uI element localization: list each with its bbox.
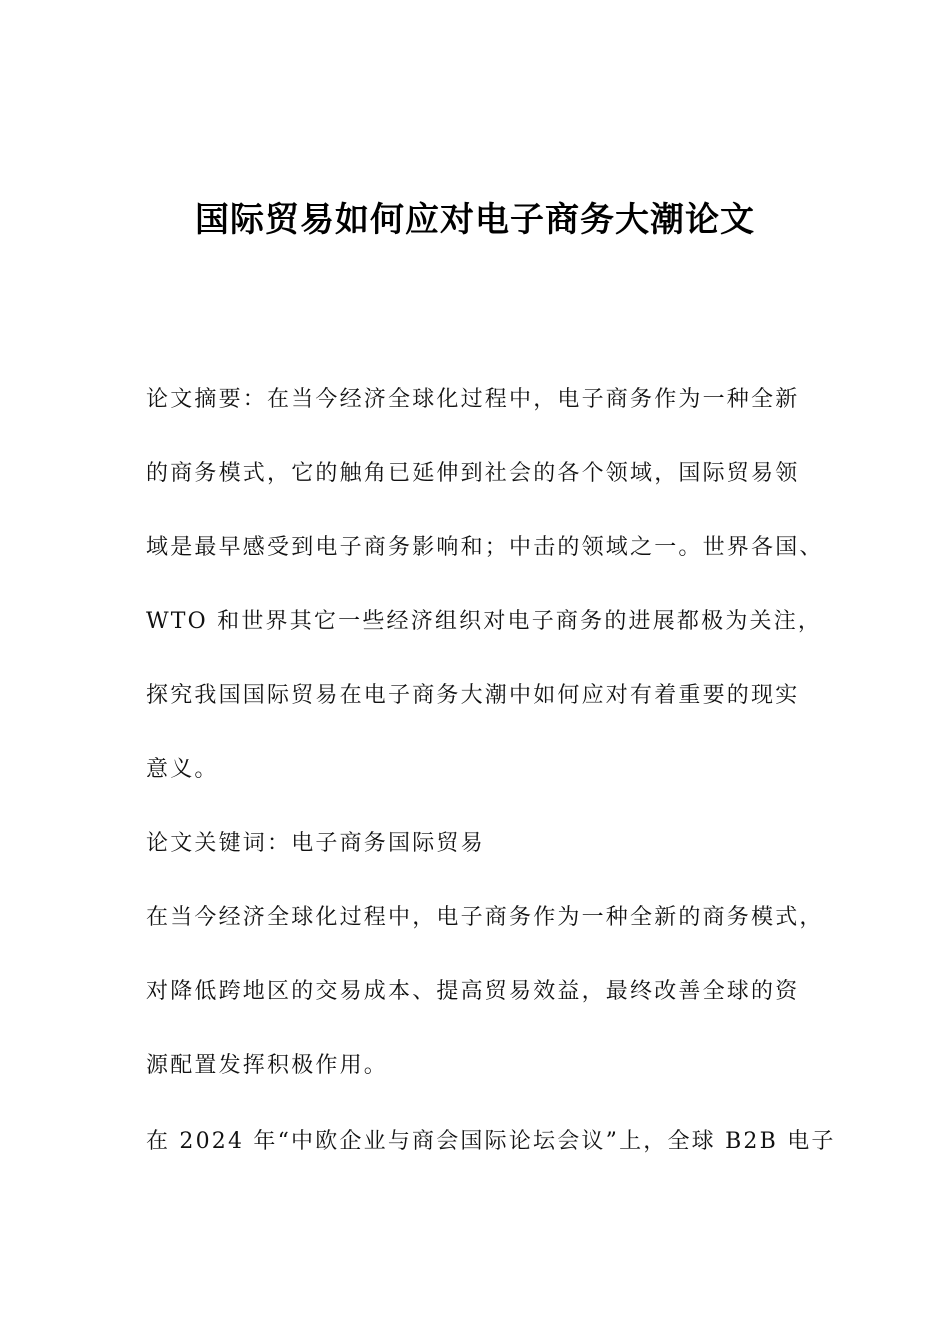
body-line: 论文摘要：在当今经济全球化过程中，电子商务作为一种全新 — [146, 387, 800, 412]
body-line: 在当今经济全球化过程中，电子商务作为一种全新的商务模式， — [146, 905, 824, 930]
body-line: 域是最早感受到电子商务影响和；中击的领域之一。世界各国、 — [146, 535, 824, 560]
body-line: 在 2024 年“中欧企业与商会国际论坛会议”上，全球 B2B 电子 — [146, 1129, 836, 1154]
body-line: 意义。 — [146, 757, 219, 782]
document-title: 国际贸易如何应对电子商务大潮论文 — [195, 200, 755, 240]
body-line: 对降低跨地区的交易成本、提高贸易效益，最终改善全球的资 — [146, 979, 800, 1004]
body-line: 探究我国国际贸易在电子商务大潮中如何应对有着重要的现实 — [146, 683, 800, 708]
body-line: 的商务模式，它的触角已延伸到社会的各个领域，国际贸易领 — [146, 461, 800, 486]
body-line: WTO 和世界其它一些经济组织对电子商务的进展都极为关注， — [146, 609, 823, 634]
keywords-line: 论文关键词：电子商务国际贸易 — [146, 831, 485, 856]
body-line: 源配置发挥积极作用。 — [146, 1053, 389, 1078]
